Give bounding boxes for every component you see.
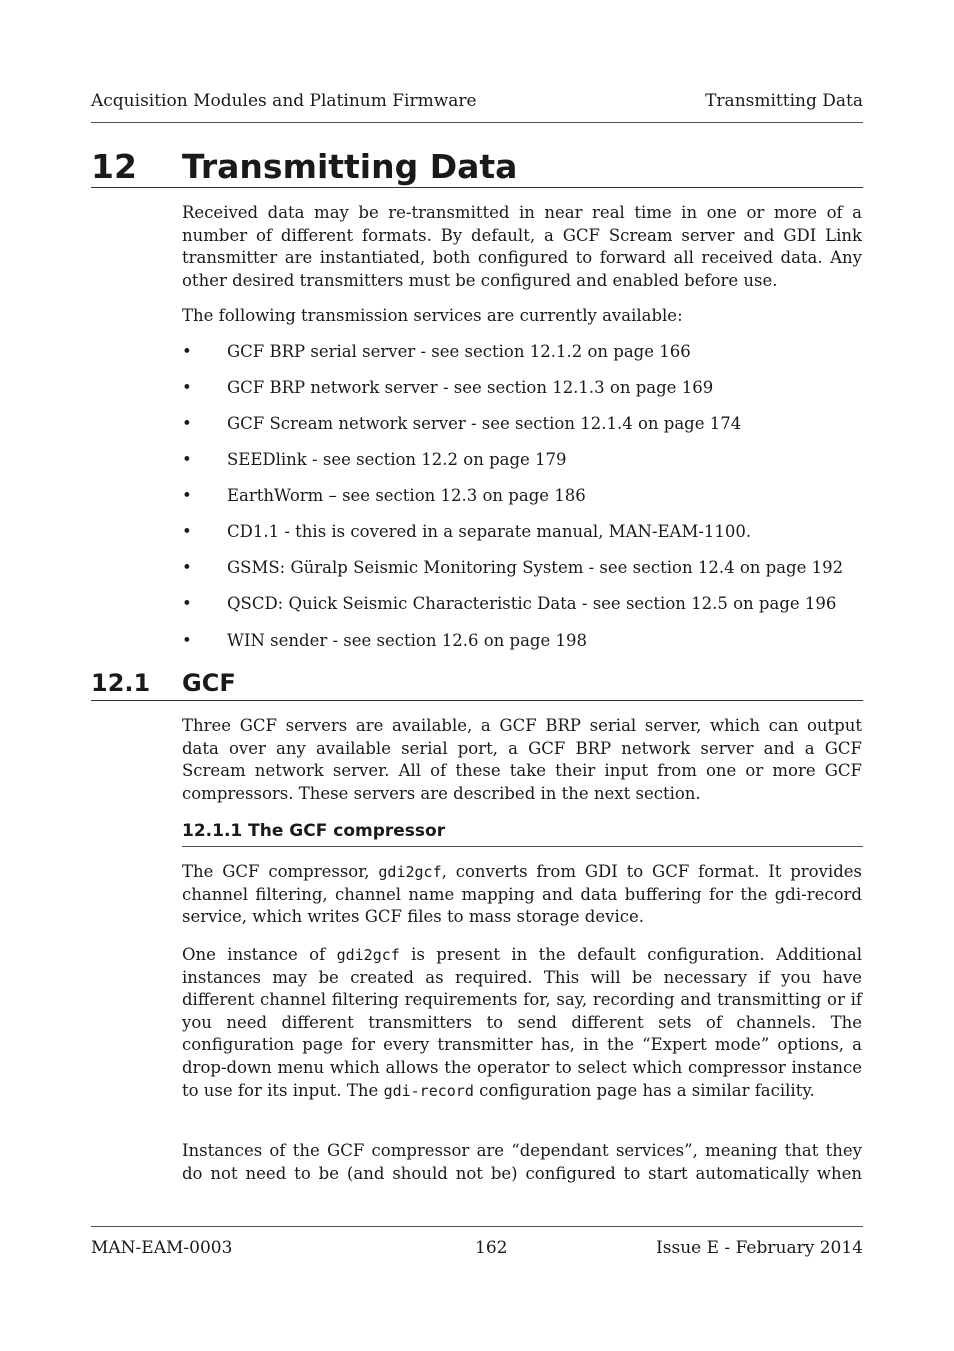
list-item	[182, 414, 862, 438]
intro-paragraph-1: Received data may be re-transmitted in near real time in one or more of a number of different formats. By default, a GCF Scream server and GDI Link transmitter are instantiated, both configured to forward all received data. Any other desired transmitters must be configured and enabled before use.	[182, 203, 862, 290]
text-run: The GCF compressor,	[182, 862, 379, 881]
list-item-text: GCF BRP serial server - see section 12.1.2 on page 166	[227, 342, 691, 361]
subsection-title: 12.1.1 The GCF compressor	[182, 821, 446, 841]
section-title: GCF	[182, 669, 236, 697]
bullet-icon: •	[182, 558, 192, 577]
text-run: One instance of	[182, 945, 337, 964]
bullet-icon: •	[182, 378, 192, 397]
section-heading	[91, 668, 863, 701]
text-run: configuration page has a similar facility.	[473, 1080, 815, 1100]
chapter-number: 12	[91, 147, 137, 186]
list-item-text: WIN sender - see section 12.6 on page 198	[227, 631, 587, 650]
bullet-icon: •	[182, 414, 192, 433]
list-item-text: QSCD: Quick Seismic Characteristic Data - see section 12.5 on page 196	[227, 594, 837, 613]
list-item-text: GSMS: Güralp Seismic Monitoring System - see section 12.4 on page 192	[227, 558, 844, 577]
list-item	[182, 631, 862, 655]
section-paragraph: Three GCF servers are available, a GCF BRP serial server, which can output data over any available serial port, a GCF BRP network server and a GCF Scream network server. All of these take their input from one or more GCF compressors. These servers are described in the next section.	[182, 716, 862, 803]
bullet-icon: •	[182, 342, 192, 361]
subsection-paragraph-1	[182, 861, 862, 929]
text-run: , converts from GDI to GCF format. It provides channel filtering, channel name mapping and data buffering for the gdi-record service, which writes GCF files to mass storage device.	[182, 862, 863, 927]
list-item	[182, 342, 862, 366]
list-item	[182, 558, 862, 582]
bullet-icon: •	[182, 486, 192, 505]
list-item	[182, 450, 862, 474]
list-item-text: GCF BRP network server - see section 12.1.3 on page 169	[227, 378, 714, 397]
list-item-text: CD1.1 - this is covered in a separate manual, MAN-EAM-1100.	[227, 522, 752, 541]
subsection-paragraph-3: Instances of the GCF compressor are “dependant services”, meaning that they do not need to be (and should not be) configured to start automatically when	[182, 1141, 862, 1183]
bullet-icon: •	[182, 594, 192, 613]
list-item	[182, 378, 862, 402]
subsection-paragraph-2	[182, 944, 862, 1102]
subsection-heading	[182, 821, 863, 847]
chapter-heading	[91, 146, 863, 188]
document-id: MAN-EAM-0003	[91, 1238, 233, 1258]
section-number: 12.1	[91, 669, 151, 697]
bullet-icon: •	[182, 522, 192, 541]
text-run: is present in the default configuration. Additional instances may be created as required. This will be necessary if you have different channel filtering requirements for, say, recording and transmitting or if you need different transmitters to send different sets of channels. The configuration page for every transmitter has, in the “Expert mode” options, a drop-down menu which allows the operator to select which compressor instance to use for its input. The	[182, 945, 862, 1100]
chapter-title: Transmitting Data	[182, 147, 518, 186]
list-item-text: GCF Scream network server - see section 12.1.4 on page 174	[227, 414, 742, 433]
code-gdi2gcf: gdi2gcf	[336, 946, 400, 964]
list-item	[182, 594, 862, 618]
list-item	[182, 486, 862, 510]
header-left-title: Acquisition Modules and Platinum Firmware	[91, 91, 477, 111]
header-right-title: Transmitting Data	[705, 91, 863, 111]
list-item-text: SEEDlink - see section 12.2 on page 179	[227, 450, 567, 469]
code-gdi-record: gdi-record	[383, 1081, 474, 1100]
page-footer	[91, 1226, 863, 1257]
bullet-icon: •	[182, 450, 192, 469]
code-gdi2gcf: gdi2gcf	[378, 863, 442, 881]
list-item	[182, 522, 862, 546]
list-item-text: EarthWorm – see section 12.3 on page 186	[227, 486, 586, 505]
intro-paragraph-2: The following transmission services are currently available:	[182, 306, 683, 325]
page-number: 162	[475, 1238, 508, 1258]
bullet-icon: •	[182, 631, 192, 650]
page-header	[91, 90, 863, 123]
issue-date: Issue E - February 2014	[656, 1238, 863, 1258]
